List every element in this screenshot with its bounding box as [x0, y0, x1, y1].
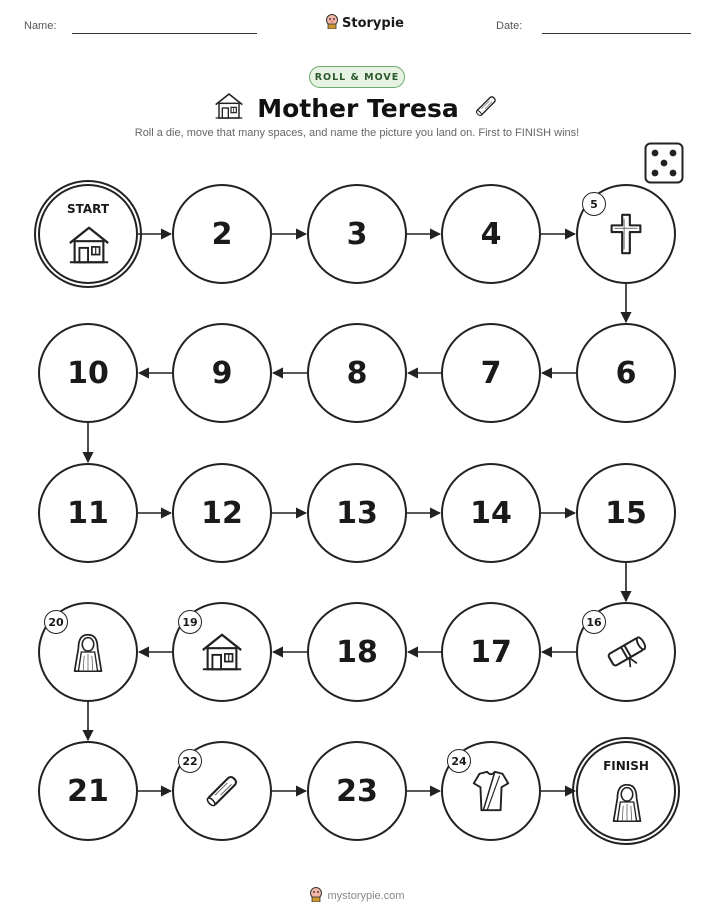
board-space: [307, 184, 407, 284]
board-space: [307, 602, 407, 702]
board-space: [307, 463, 407, 563]
space-number: 11: [67, 495, 109, 531]
board-space: [576, 463, 676, 563]
space-number: 3: [346, 216, 368, 252]
board-space: [172, 323, 272, 423]
space-number: 2: [211, 216, 233, 252]
cross-icon: [603, 211, 649, 257]
space-number: 21: [67, 773, 109, 809]
finish-label: FINISH: [603, 759, 649, 773]
board-space: [172, 184, 272, 284]
sari-icon: [468, 768, 514, 814]
space-number: 9: [211, 355, 233, 391]
space-number-badge: 20: [44, 610, 68, 634]
space-number-badge: 19: [178, 610, 202, 634]
board-space: [576, 184, 676, 284]
space-number: 10: [67, 355, 109, 391]
board-space: [38, 463, 138, 563]
nun-icon: [65, 629, 111, 675]
board-space: [441, 741, 541, 841]
stick-icon: [199, 768, 245, 814]
footer-url[interactable]: mystorypie.com: [327, 890, 405, 902]
board-space: [172, 602, 272, 702]
board-space: [172, 741, 272, 841]
board-space: [38, 741, 138, 841]
brand-name: Storypie: [342, 15, 404, 31]
space-number: 14: [470, 495, 512, 531]
board-space: [307, 741, 407, 841]
footer: [0, 886, 714, 906]
space-number: 13: [336, 495, 378, 531]
space-number: 15: [605, 495, 647, 531]
instructions: Roll a die, move that many spaces, and name the picture you land on. First to FINISH wins!: [134, 127, 580, 139]
board-space: [38, 323, 138, 423]
board-space: [172, 463, 272, 563]
space-number: 6: [615, 355, 637, 391]
space-number: 8: [346, 355, 368, 391]
board-space: [38, 602, 138, 702]
page-title: Mother Teresa: [257, 93, 459, 123]
space-number-badge: 22: [178, 749, 202, 773]
start-label: START: [66, 202, 110, 216]
board-space: [441, 463, 541, 563]
finish-space: [576, 741, 676, 841]
space-number: 12: [201, 495, 243, 531]
pig-mascot-icon: [309, 886, 323, 906]
board-space: [441, 602, 541, 702]
board-space: [307, 323, 407, 423]
space-number: 4: [480, 216, 502, 252]
board-space: [576, 323, 676, 423]
date-label: Date:: [496, 20, 523, 32]
name-label: Name:: [24, 20, 57, 32]
start-space: [38, 184, 138, 284]
space-number: 23: [336, 773, 378, 809]
scroll-icon: [603, 629, 649, 675]
space-number-badge: 24: [447, 749, 471, 773]
board-space: [576, 602, 676, 702]
board-space: [441, 184, 541, 284]
house-icon: [66, 222, 112, 268]
nun-icon: [604, 779, 650, 825]
space-number: 18: [336, 634, 378, 670]
space-number: 7: [480, 355, 502, 391]
space-number-badge: 5: [582, 192, 606, 216]
space-number-badge: 16: [582, 610, 606, 634]
space-number: 17: [470, 634, 512, 670]
game-type-badge: ROLL & MOVE: [309, 66, 405, 88]
board-space: [441, 323, 541, 423]
house-icon: [199, 629, 245, 675]
